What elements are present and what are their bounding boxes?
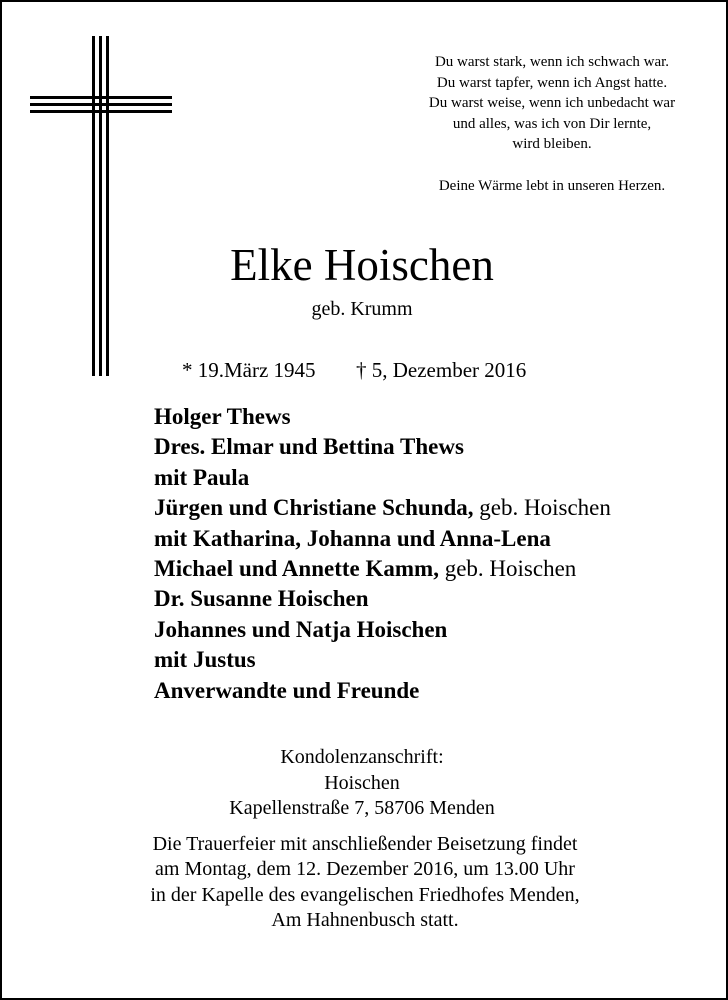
family-member: mit Paula [154, 464, 250, 490]
family-row [154, 645, 714, 675]
family-member: Johannes und Natja Hoischen [154, 616, 448, 642]
family-row [154, 493, 714, 523]
family-row [154, 615, 714, 645]
poem-line: wird bleiben. [512, 136, 592, 152]
family-member: Jürgen und Christiane Schunda, [154, 495, 474, 521]
service-line: am Montag, dem 12. Dezember 2016, um 13.00 Uhr [155, 858, 575, 881]
service-line: Am Hahnenbusch statt. [271, 909, 459, 932]
family-member: Michael und Annette Kamm, [154, 556, 439, 582]
memorial-poem [382, 52, 722, 196]
poem-line: Du warst weise, wenn ich unbedacht war [428, 95, 676, 111]
maiden-name: geb. Krumm [311, 298, 413, 320]
cross-icon [30, 36, 172, 376]
address-name: Hoischen [324, 771, 400, 794]
family-member-note: geb. Hoischen [473, 495, 611, 521]
family-row [154, 676, 714, 706]
family-member: Holger Thews [154, 404, 291, 429]
address-street: Kapellenstraße 7, 58706 Menden [229, 797, 495, 820]
family-row [154, 554, 714, 584]
family-member: Dres. Elmar und Bettina Thews [154, 434, 464, 460]
family-row [154, 584, 714, 614]
address-heading: Kondolenzanschrift: [280, 746, 444, 768]
death-date: † 5, Dezember 2016 [356, 358, 527, 382]
funeral-service-info [82, 832, 648, 934]
birth-date: * 19.März 1945 [182, 358, 316, 382]
service-line: Die Trauerfeier mit anschließender Beisetzung findet [152, 833, 578, 855]
poem-line: und alles, was ich von Dir lernte, [452, 115, 652, 132]
family-row [154, 402, 714, 432]
family-member: mit Katharina, Johanna und Anna-Lena [154, 525, 551, 551]
condolence-address [162, 745, 562, 822]
family-row [154, 463, 714, 493]
deceased-name: Elke Hoischen [230, 240, 494, 290]
family-member-note: geb. Hoischen [438, 556, 577, 582]
family-member: Anverwandte und Freunde [154, 677, 420, 703]
family-member: Dr. Susanne Hoischen [154, 586, 369, 612]
poem-closing: Deine Wärme lebt in unseren Herzen. [438, 177, 666, 194]
poem-line: Du warst tapfer, wenn ich Angst hatte. [436, 74, 668, 91]
family-row [154, 432, 714, 462]
family-member: mit Justus [154, 647, 256, 673]
family-list [154, 402, 714, 706]
family-row [154, 524, 714, 554]
service-line: in der Kapelle des evangelischen Friedhofes Menden, [150, 883, 580, 906]
poem-line: Du warst stark, wenn ich schwach war. [434, 54, 670, 70]
